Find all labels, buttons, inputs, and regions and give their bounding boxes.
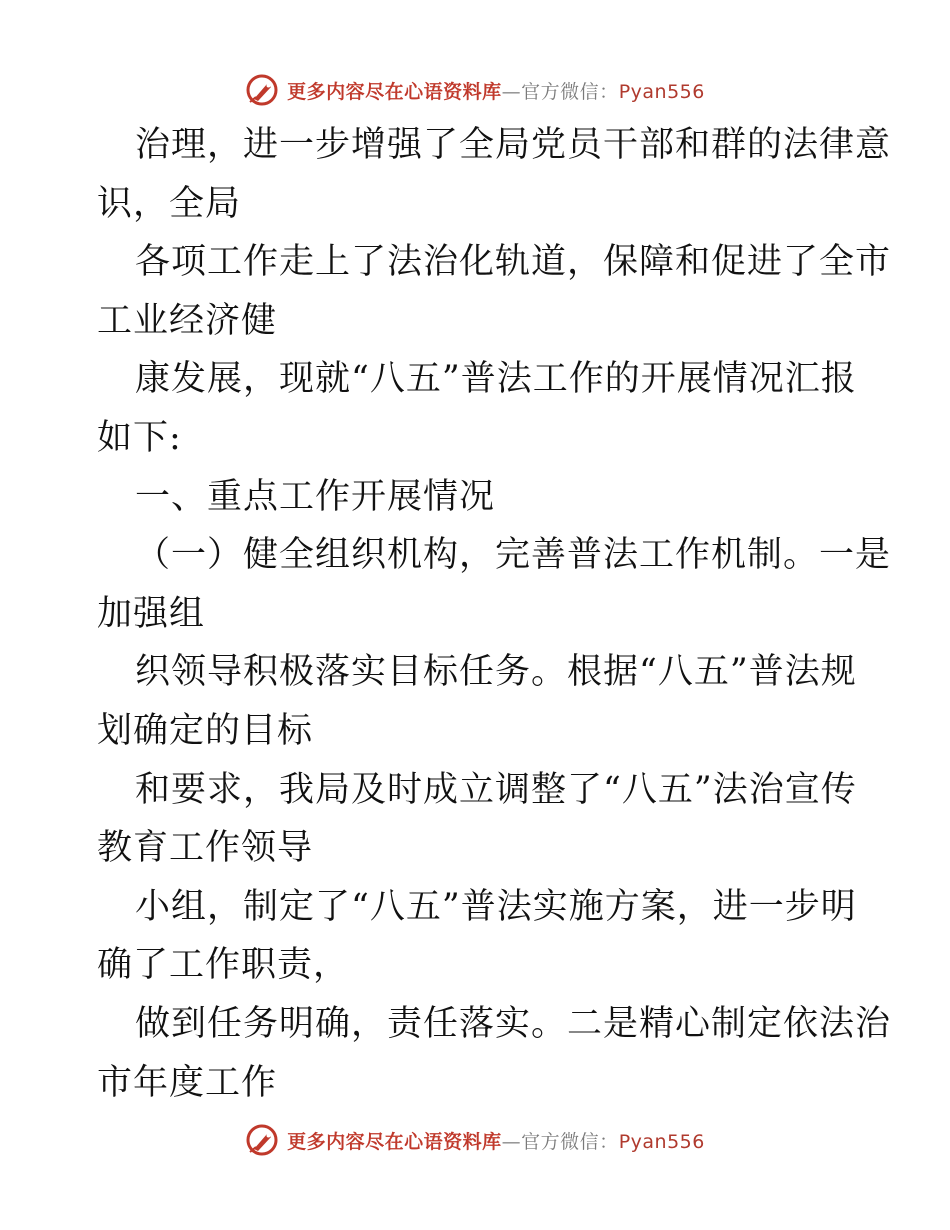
document-body bbox=[97, 116, 892, 1112]
text-line: 织领导积极落实目标任务。根据“八五”普法规 bbox=[135, 652, 857, 693]
text-line: 确了工作职责， bbox=[97, 945, 350, 986]
pen-nib-logo-icon bbox=[245, 1123, 279, 1157]
footer-watermark bbox=[0, 1120, 950, 1160]
header-wechat-label: 官方微信： bbox=[521, 80, 619, 103]
footer-dash: — bbox=[501, 1130, 522, 1153]
footer-watermark-text bbox=[287, 1127, 705, 1154]
header-dash: — bbox=[501, 80, 522, 103]
text-line: 如下: bbox=[97, 417, 182, 458]
text-line: 市年度工作 bbox=[97, 1062, 278, 1103]
footer-wechat-id: Pyan556 bbox=[618, 1130, 705, 1153]
text-line: 加强组 bbox=[97, 593, 206, 634]
section-heading: 一、重点工作开展情况 bbox=[135, 476, 496, 517]
text-line: 做到任务明确，责任落实。二是精心制定依法治 bbox=[135, 1003, 892, 1044]
header-wechat-id: Pyan556 bbox=[618, 80, 705, 103]
header-watermark bbox=[0, 70, 950, 110]
text-line: 教育工作领导 bbox=[97, 828, 314, 869]
text-line: 治理，进一步增强了全局党员干部和群的法律意 bbox=[135, 125, 892, 165]
text-line: 识，全局 bbox=[97, 183, 242, 224]
text-line: 划确定的目标 bbox=[97, 710, 314, 751]
text-line: 小组，制定了“八五”普法实施方案，进一步明 bbox=[135, 886, 857, 927]
header-main-text: 更多内容尽在心语资料库 bbox=[287, 80, 502, 103]
header-watermark-text bbox=[287, 77, 705, 104]
text-line: 和要求，我局及时成立调整了“八五”法治宣传 bbox=[135, 769, 857, 810]
pen-nib-logo-icon bbox=[245, 73, 279, 107]
text-line: 各项工作走上了法治化轨道，保障和促进了全市 bbox=[135, 242, 892, 283]
footer-wechat-label: 官方微信： bbox=[521, 1130, 619, 1153]
footer-main-text: 更多内容尽在心语资料库 bbox=[287, 1130, 502, 1153]
text-line: （一）健全组织机构，完善普法工作机制。一是 bbox=[135, 535, 892, 576]
text-line: 工业经济健 bbox=[97, 300, 278, 341]
text-line: 康发展，现就“八五”普法工作的开展情况汇报 bbox=[135, 359, 857, 400]
